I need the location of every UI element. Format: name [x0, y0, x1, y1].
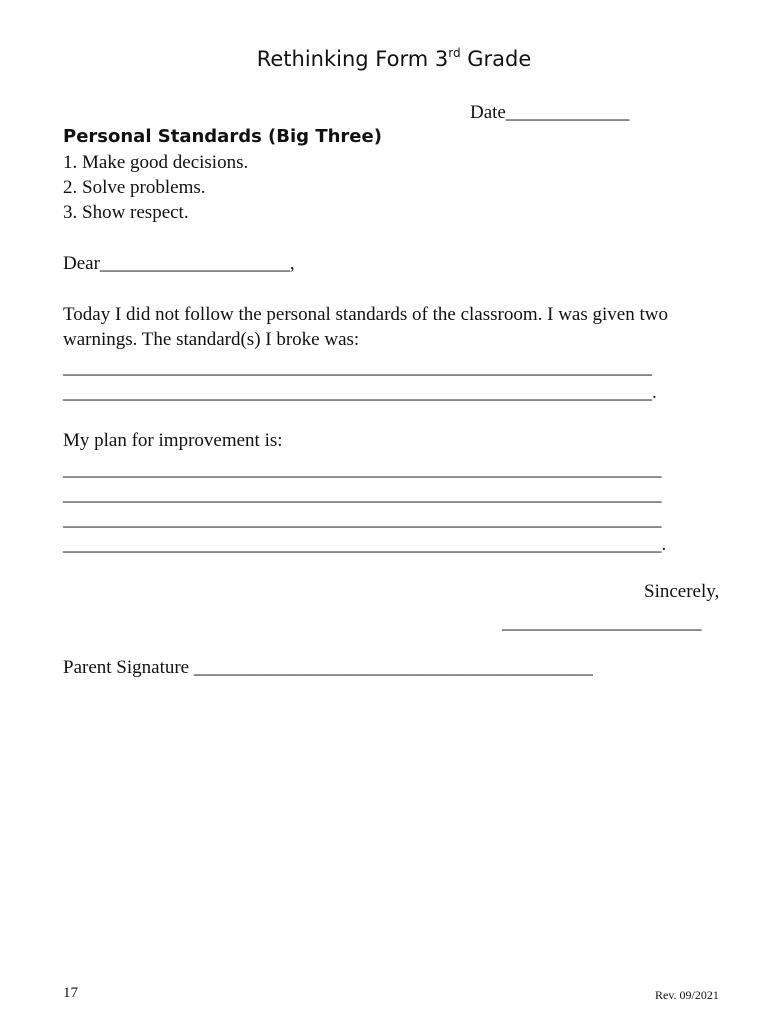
salutation[interactable]: Dear____________________,: [63, 253, 295, 274]
title-main: Rethinking Form 3: [256, 47, 449, 71]
parent-signature-field[interactable]: [63, 655, 593, 680]
date-line[interactable]: _____________: [505, 102, 630, 123]
standards-heading: Personal Standards (Big Three): [63, 126, 382, 147]
title-suffix: Grade: [460, 47, 532, 71]
standard-broken-line[interactable]: ______________________________________________________________.: [63, 382, 657, 403]
body-text-line: warnings. The standard(s) I broke was:: [63, 329, 360, 350]
standard-item: 2. Solve problems.: [63, 177, 206, 198]
parent-signature-line[interactable]: __________________________________________: [193, 657, 593, 678]
plan-line[interactable]: _______________________________________________________________.: [63, 534, 667, 555]
plan-line[interactable]: _______________________________________________________________: [63, 459, 662, 480]
standard-item: 1. Make good decisions.: [63, 152, 249, 173]
page-title: [0, 46, 770, 71]
revision-label: Rev. 09/2021: [655, 988, 719, 1002]
plan-line[interactable]: _______________________________________________________________: [63, 509, 662, 530]
closing: Sincerely,: [644, 581, 720, 602]
page-number: 17: [63, 985, 78, 1001]
parent-signature-label: Parent Signature: [63, 657, 190, 678]
date-label: Date: [470, 102, 506, 123]
student-signature-line[interactable]: _____________________: [502, 612, 702, 633]
title-superscript: rd: [448, 46, 461, 60]
plan-label: My plan for improvement is:: [63, 430, 283, 451]
standard-item: 3. Show respect.: [63, 202, 189, 223]
plan-line[interactable]: _______________________________________________________________: [63, 484, 662, 505]
body-text-line: Today I did not follow the personal standards of the classroom. I was given two: [63, 304, 668, 325]
date-field[interactable]: [470, 100, 629, 125]
standard-broken-line[interactable]: ______________________________________________________________: [63, 357, 652, 378]
